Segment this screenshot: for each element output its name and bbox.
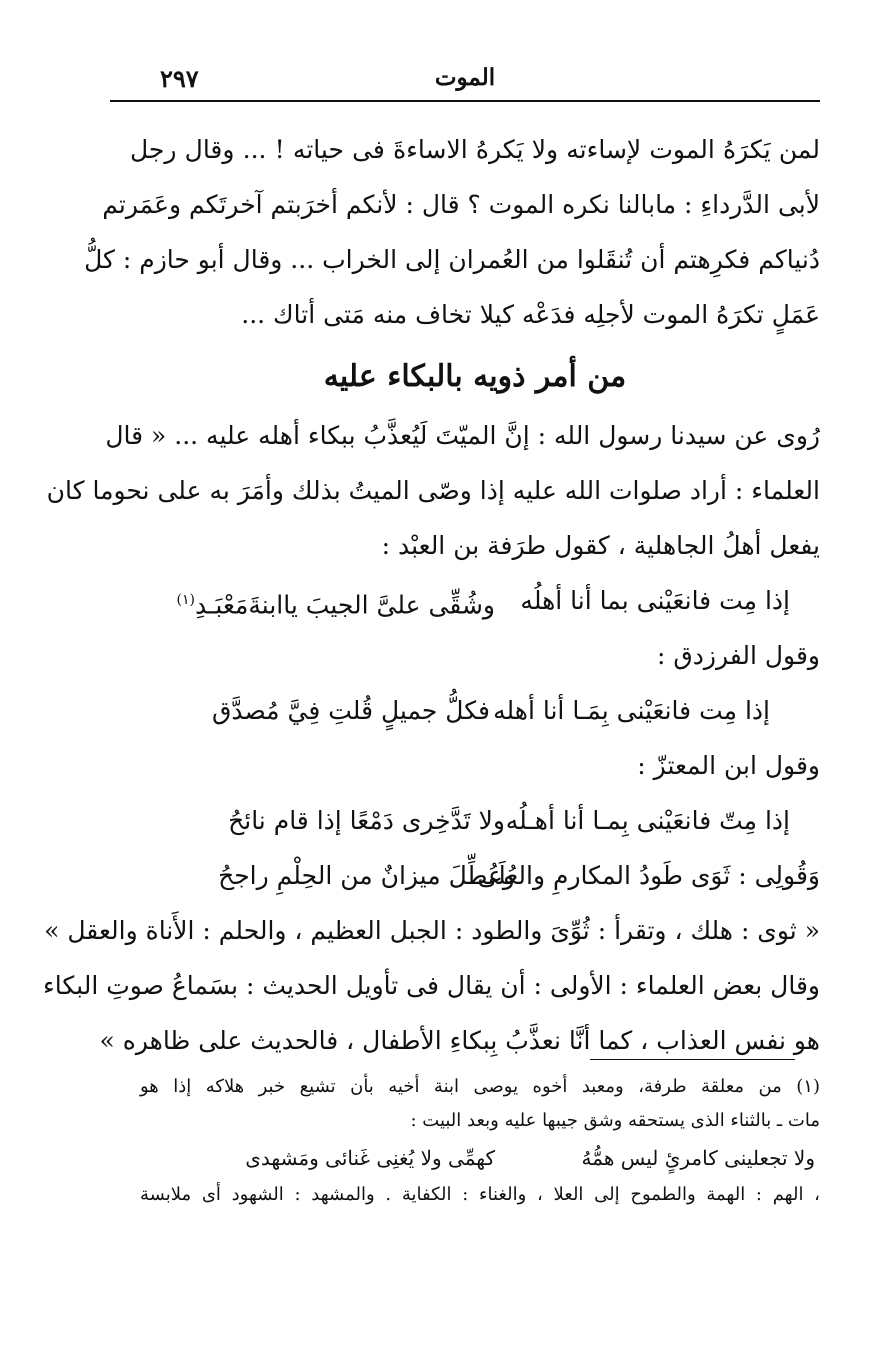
footnote-line: مات ـ بالثناء الذى يستحقه وشق جيبها عليه وبعد البيت : [410, 1110, 820, 1131]
text-line: لمن يَكرَهُ الموت لإساءته ولا يَكرهُ الاساءةَ فى حياته ! ... وقال رجل [130, 135, 820, 164]
page-number: ٢٩٧ [160, 64, 199, 93]
text-line: هو نفس العذاب ، كما أنَّا نعذَّبُ بِبكاءِ الأطفال ، فالحديث على ظاهره » [99, 1026, 820, 1055]
verse-line [130, 793, 820, 848]
verse-line [130, 848, 820, 903]
footnotes [140, 1070, 820, 1212]
verse-hemistich: إذا مِت فانعَيْنى بما أنا أهلُه [520, 586, 790, 615]
text-line: دُنياكم فكرِهتم أن تُنقَلوا من العُمران إلى الخراب ... وقال أبو حازم : كلُّ [84, 245, 820, 274]
verse-hemistich: إذا مِتّ فانعَيْنى بِمـا أنا أهـلُه [505, 806, 790, 835]
verse-line [130, 573, 820, 628]
text-line: وقال بعض العلماء : الأولى : أن يقال فى تأويل الحديث : بسَماعُ صوتِ البكاء [43, 971, 820, 1000]
text-line: العلماء : أراد صلوات الله عليه إذا وصّى الميتُ بذلك وأمَرَ به على نحوما كان [46, 476, 820, 505]
verse-hemistich: كهمِّى ولا يُغنِى غَنائى ومَشهدى [245, 1146, 495, 1170]
page-header [110, 62, 820, 102]
verse-hemistich: وعُطِّلَ ميزانٌ من الحِلْمِ راجحُ [218, 861, 515, 890]
verse-line [130, 683, 820, 738]
footnote-marker: (١) [176, 592, 195, 608]
text-line: لأبى الدَّرداءِ : مابالنا نكره الموت ؟ قال : لأنكم أخرَبتم آخرتَكم وعَمَرتم [102, 190, 820, 219]
verse-hemistich: إذا مِت فانعَيْنى بِمَـا أنا أهله [493, 696, 770, 725]
verse-hemistich-text: وشُقِّى علىَّ الجيبَ ياابنةَمَعْبَـدِ [194, 590, 495, 620]
text-line: عَمَلٍ تكرَهُ الموت لأجلِه فدَعْه كيلا تخاف منه مَتى أتاك ... [241, 300, 820, 329]
footnote-verse [140, 1138, 820, 1178]
text-line: « ثوى : هلك ، وتقرأ : ثُوِّىَ والطود : الجبل العظيم ، والحلم : الأَناة والعقل » [44, 916, 820, 945]
text-line: يفعل أهلُ الجاهلية ، كقول طرَفة بن العبْد : [381, 531, 820, 560]
verse-hemistich: ولا تَدَّخِرى دَمْعًا إذا قام نائحُ [228, 806, 505, 835]
main-text [43, 122, 820, 1068]
text-line: رُوى عن سيدنا رسول الله : إنَّ الميّتَ لَيُعذَّبُ ببكاء أهله عليه ... « قال [105, 421, 820, 450]
verse-hemistich: وَقُولِى : ثَوَى طَودُ المكارمِ والعُلَى [477, 861, 820, 890]
section-heading: من أمر ذويه بالبكاء عليه [323, 359, 627, 394]
verse-hemistich: فكلُّ جميلٍ قُلتِ فِيَّ مُصدَّق [211, 696, 490, 725]
quote-intro: وقول الفرزدق : [656, 641, 820, 670]
verse-hemistich [176, 573, 495, 628]
verse-hemistich: ولا تجعلينى كامرئٍ ليس همُّهُ [581, 1146, 815, 1170]
footnote-divider [590, 1059, 795, 1060]
running-title: الموت [434, 64, 496, 91]
footnote-line: ، الهم : الهمة والطموح إلى العلا ، والغناء : الكفاية . والمشهد : الشهود أى ملابسة [140, 1184, 820, 1205]
footnote-line: (١) من معلقة طرفة، ومعبد أخوه يوصى ابنة أخيه بأن تشيع خبر هلاكه إذا هو [140, 1076, 820, 1097]
quote-intro: وقول ابن المعتزّ : [637, 751, 820, 780]
